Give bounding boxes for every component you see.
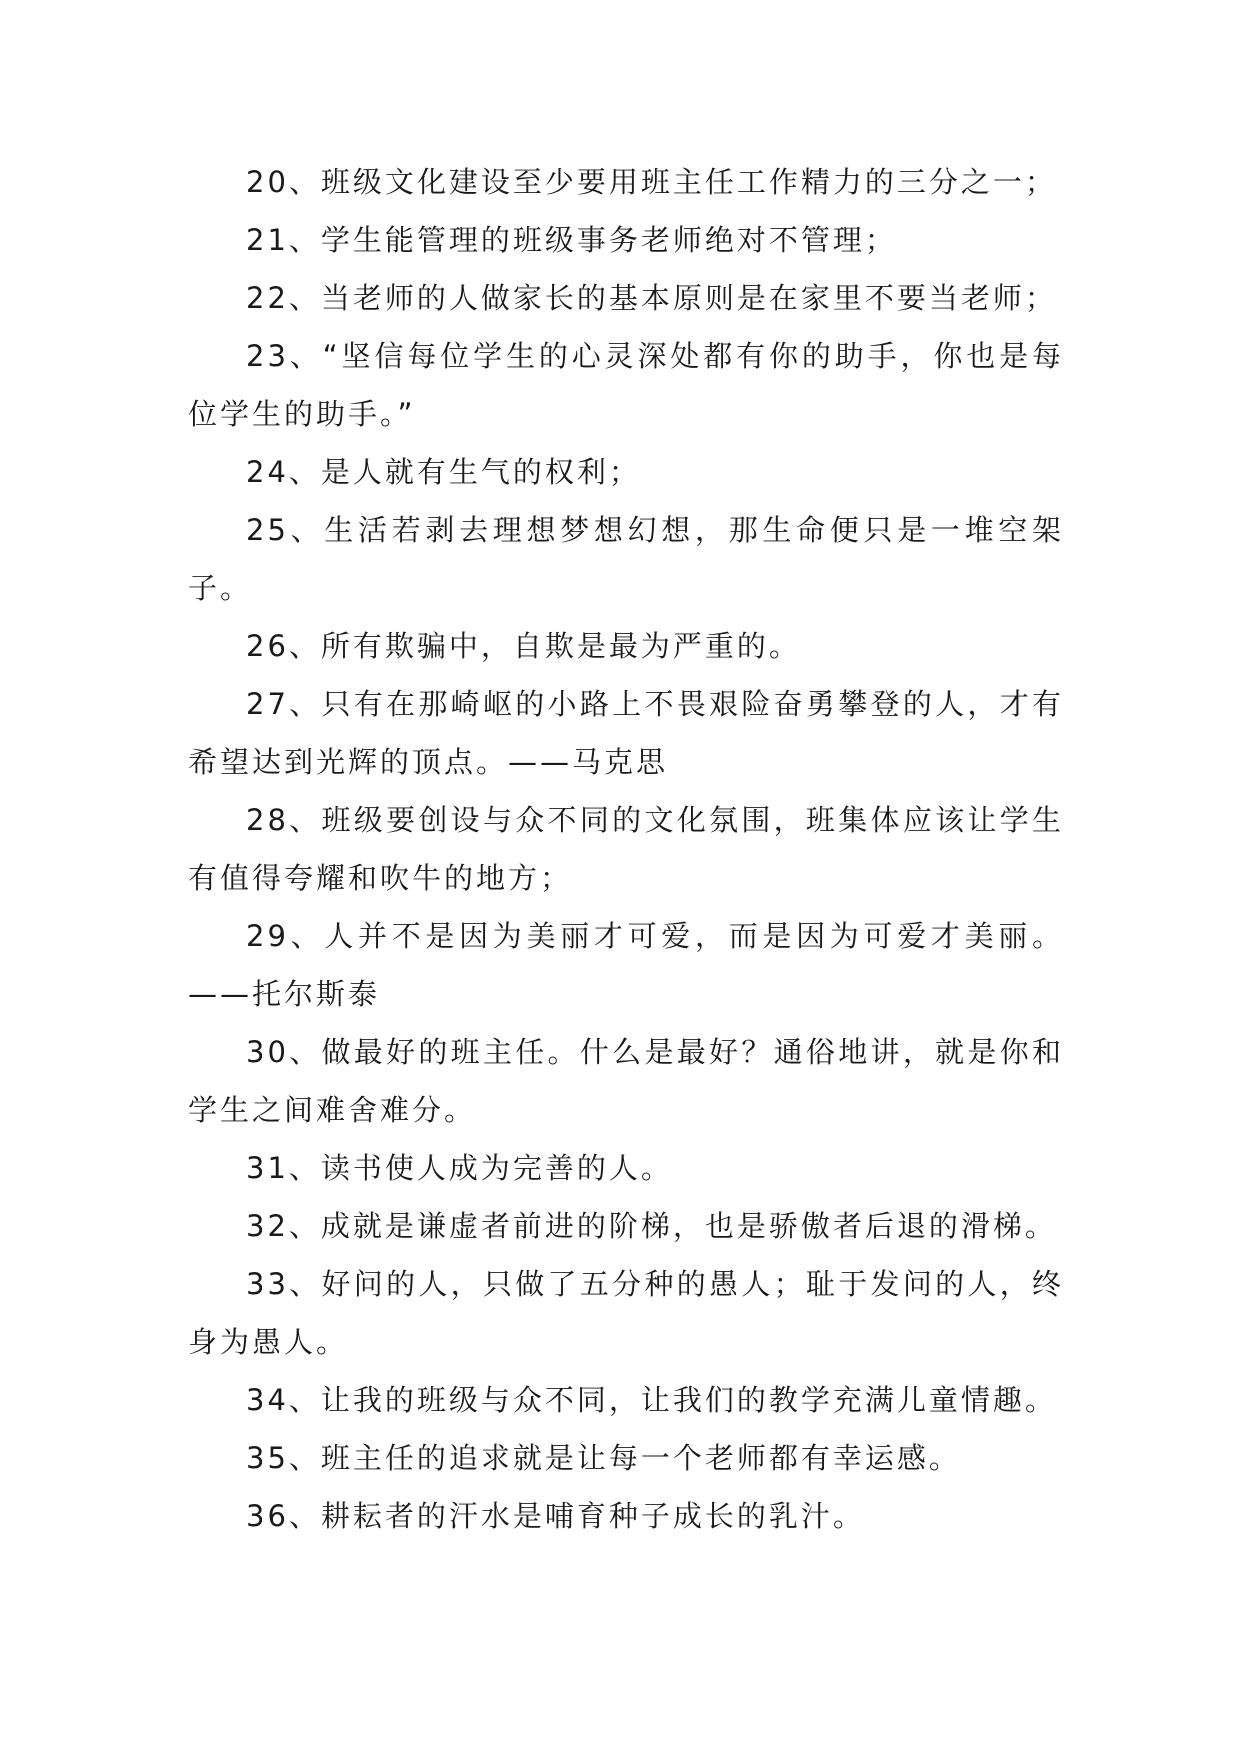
paragraph-32: 32、成就是谦虚者前进的阶梯，也是骄傲者后退的滑梯。: [246, 1209, 1057, 1243]
paragraph-31: 31、读书使人成为完善的人。: [246, 1151, 673, 1185]
paragraph-23: 23、“坚信每位学生的心灵深处都有你的助手，你也是每位学生的助手。”: [188, 339, 1064, 431]
paragraph-36: 36、耕耘者的汗水是哺育种子成长的乳汁。: [246, 1499, 865, 1533]
paragraph-26: 26、所有欺骗中，自欺是最为严重的。: [246, 629, 801, 663]
paragraph-20: 20、班级文化建设至少要用班主任工作精力的三分之一；: [246, 165, 1057, 199]
paragraph-33: 33、好问的人，只做了五分种的愚人；耻于发问的人，终身为愚人。: [188, 1267, 1064, 1359]
paragraph-35: 35、班主任的追求就是让每一个老师都有幸运感。: [246, 1441, 961, 1475]
paragraph-21: 21、学生能管理的班级事务老师绝对不管理；: [246, 223, 897, 257]
document-body: [188, 153, 1064, 1545]
paragraph-27: 27、只有在那崎岖的小路上不畏艰险奋勇攀登的人，才有希望达到光辉的顶点。——马克思: [188, 687, 1064, 779]
paragraph-30: 30、做最好的班主任。什么是最好？通俗地讲，就是你和学生之间难舍难分。: [188, 1035, 1064, 1127]
paragraph-28: 28、班级要创设与众不同的文化氛围，班集体应该让学生有值得夸耀和吹牛的地方；: [188, 803, 1064, 895]
paragraph-24: 24、是人就有生气的权利；: [246, 455, 641, 489]
paragraph-22: 22、当老师的人做家长的基本原则是在家里不要当老师；: [246, 281, 1057, 315]
paragraph-25: 25、生活若剥去理想梦想幻想，那生命便只是一堆空架子。: [188, 513, 1064, 605]
paragraph-29: 29、人并不是因为美丽才可爱，而是因为可爱才美丽。——托尔斯泰: [188, 919, 1064, 1011]
paragraph-34: 34、让我的班级与众不同，让我们的教学充满儿童情趣。: [246, 1383, 1057, 1417]
